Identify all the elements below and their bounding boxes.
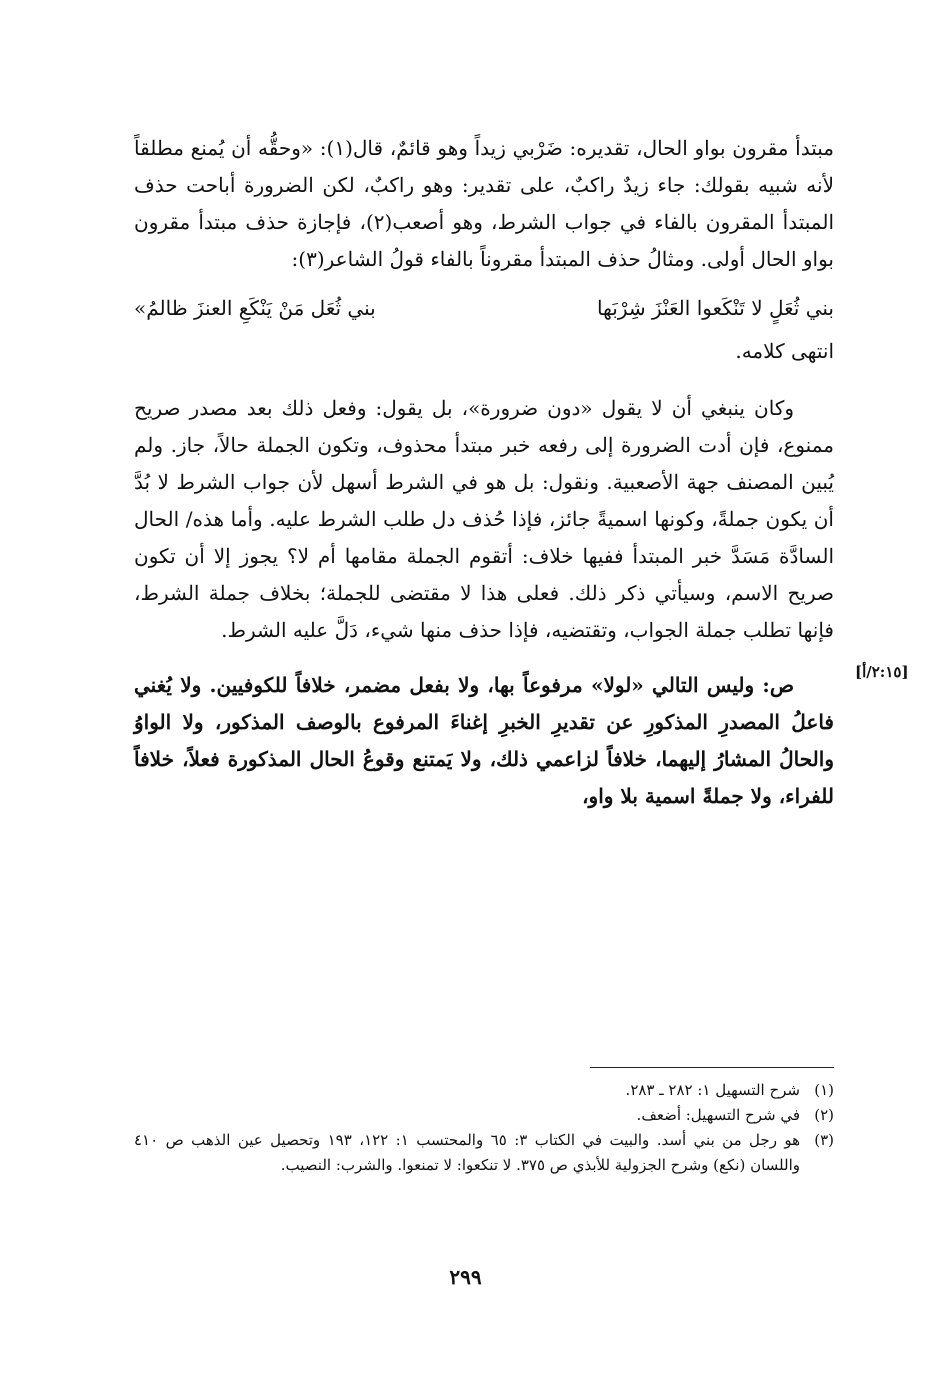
footnote-text: شرح التسهيل ١: ٢٨٢ ـ ٢٨٣. bbox=[625, 1081, 800, 1099]
footnote-text: في شرح التسهيل: أضعف. bbox=[636, 1106, 800, 1124]
footnotes bbox=[134, 1078, 834, 1178]
footnote-number: (٣) bbox=[814, 1131, 834, 1149]
footnote-1 bbox=[134, 1078, 834, 1103]
footnote-2 bbox=[134, 1103, 834, 1128]
paragraph-1: مبتدأ مقرون بواو الحال، تقديره: ضَرْبي زيداً وهو قائمٌ، قال(١): «وحقُّه أن يُمنع مطلقاً لأنه شبيه بقولك: جاء زيدٌ راكبٌ، على تقدير: وهو راكبٌ، لكن الضرورة أباحت حذف المبتدأ المقرون بالفاء في جواب الشرط، وهو أصعب(٢)، فإجازة حذف مبتدأ مقرون بواو الحال أولى. ومثالُ حذف المبتدأ مقروناً بالفاء قولُ الشاعر(٣): bbox=[134, 136, 835, 271]
footnote-separator bbox=[590, 1067, 834, 1068]
poetry-verse bbox=[134, 290, 834, 327]
main-text bbox=[134, 130, 834, 815]
footnote-text: هو رجل من بني أسد. والبيت في الكتاب ٣: ٦٥ والمحتسب ١: ١٢٢، ١٩٣ وتحصيل عين الذهب ص ٤١٠ واللسان (نكع) وشرح الجزولية للأبذي ص ٣٧٥. لا تنكعوا: لا تمنعوا. والشرب: النصيب. bbox=[134, 1131, 801, 1174]
after-verse-line: انتهى كلامه. bbox=[735, 339, 834, 363]
footnote-number: (٢) bbox=[814, 1106, 834, 1124]
paragraph-3-bold: ص: وليس التالي «لولا» مرفوعاً بها، ولا بفعل مضمر، خلافاً للكوفيين. ولا يُغني فاعلُ المصدرِ المذكورِ عن تقديرِ الخبرِ إغناءَ المرفوع بالوصف المذكور، ولا الواوُ والحالُ المشارُ إليهما، خلافاً لزاعمي ذلك، ولا يَمتنع وقوعُ الحال المذكورة فعلاً، خلافاً للفراء، ولا جملةً اسمية بلا واو، bbox=[134, 673, 834, 808]
manuscript-folio-reference: [٢:١٥/أ] bbox=[855, 663, 909, 681]
footnote-number: (١) bbox=[814, 1081, 834, 1099]
paragraph-2: وكان ينبغي أن لا يقول «دون ضرورة»، بل يقول: وفعل ذلك بعد مصدر صريح ممنوع، فإن أدت الضرورة إلى رفعه خبر مبتدأ محذوف، وتكون الجملة حالاً، جاز. ولم يُبين المصنف جهة الأصعبية. ونقول: بل هو في الشرط أسهل لأن جواب الشرط لا بُدَّ أن يكون جملةً، وكونها اسميةً جائز، فإذا حُذف دل طلب الشرط عليه. وأما هذه/ الحال السادَّة مَسَدَّ خبر المبتدأ ففيها خلاف: أتقوم الجملة مقامها أم لا؟ يجوز إلا أن تكون صريح الاسم، وسيأتي ذكر ذلك. فعلى هذا لا مقتضى للجملة؛ بخلاف جملة الشرط، فإنها تطلب جملة الجواب، وتقتضيه، فإذا حذف منها شيء، دَلَّ عليه الشرط. bbox=[134, 396, 834, 642]
page-number: ٢٩٩ bbox=[449, 1265, 482, 1289]
verse-second-hemistich: بني ثُعَل مَنْ يَنْكَعِ العنزَ ظالمُ» bbox=[134, 296, 376, 320]
footnote-3 bbox=[134, 1128, 834, 1178]
verse-first-hemistich: بني ثُعَلٍ لا تَنْكَعوا العَنْزَ شِرْبَها bbox=[596, 296, 834, 320]
